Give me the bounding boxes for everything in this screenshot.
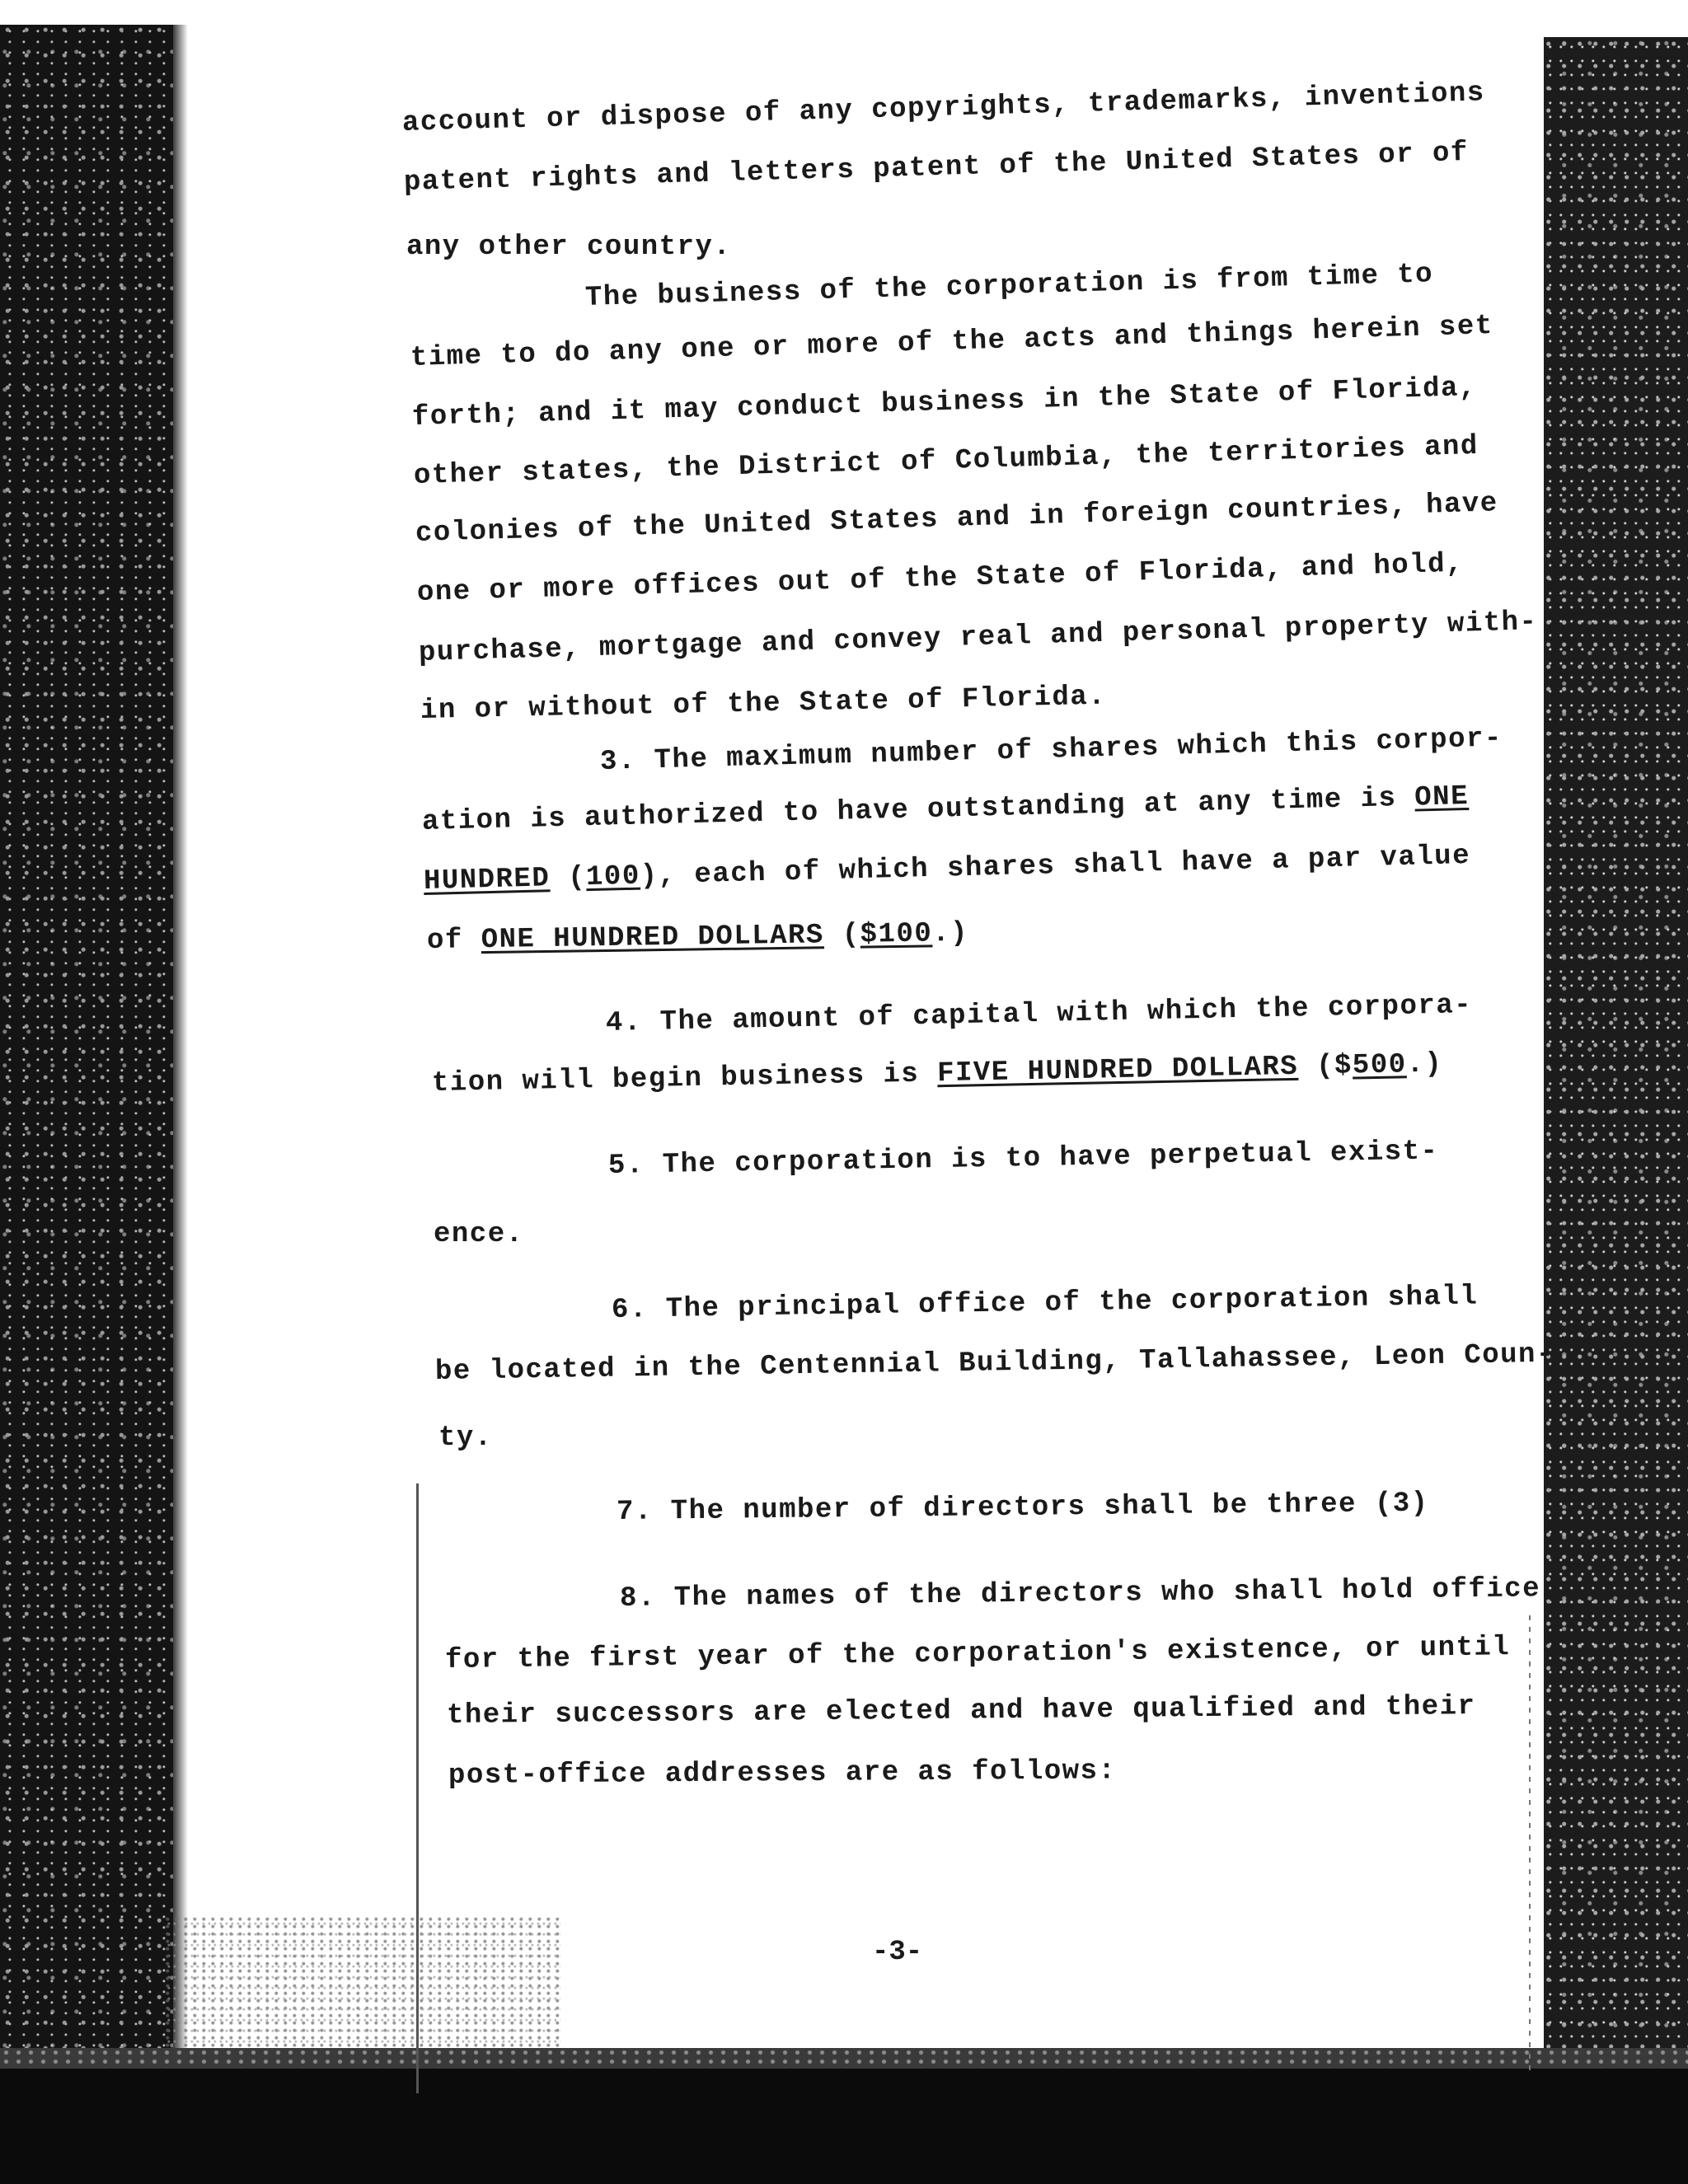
text-line: any other country.	[406, 232, 732, 263]
text-line: ty.	[438, 1422, 493, 1454]
text-line: colonies of the United States and in foreign countries, have	[415, 488, 1499, 550]
margin-rule-right	[1529, 1615, 1531, 2077]
text-line: one or more offices out of the State of Florida, and hold,	[416, 548, 1465, 609]
section-6-line: 6. The principal office of the corporation shall	[611, 1281, 1479, 1326]
text-line: tion will begin business is FIVE HUNDRED DOLLARS ($500.)	[431, 1048, 1443, 1099]
text-line: purchase, mortgage and convey real and personal property with-	[418, 607, 1539, 669]
text-line: forth; and it may conduct business in the State of Florida,	[411, 372, 1478, 434]
section-4-line: 4. The amount of capital with which the corpora-	[605, 989, 1473, 1039]
text-line: in or without of the State of Florida.	[420, 681, 1107, 727]
page-number: -3-	[872, 1937, 923, 1968]
section-5-line: 5. The corporation is to have perpetual exist-	[607, 1136, 1439, 1182]
scan-noise	[165, 1916, 560, 2048]
margin-rule-left	[416, 1483, 419, 2093]
text-line: HUNDRED (100), each of which shares shall have a par value	[423, 840, 1471, 898]
text-line: their successors are elected and have qualified and their	[446, 1691, 1476, 1732]
text-line: time to do any one or more of the acts and things herein set	[410, 311, 1494, 374]
section-7-line: 7. The number of directors shall be three (3)	[616, 1488, 1429, 1528]
text-line: for the first year of the corporation's existence, or until	[444, 1632, 1511, 1676]
scan-edge-bottom	[0, 2069, 1688, 2184]
section-8-line: 8. The names of the directors who shall hold office	[619, 1573, 1541, 1615]
text-line: ence.	[434, 1219, 524, 1250]
text-line: The business of the corporation is from time to	[584, 259, 1434, 314]
text-line: other states, the District of Columbia, the territories and	[413, 430, 1479, 492]
text-line: ation is authorized to have outstanding at any time is ONE	[421, 780, 1470, 838]
text-line: be located in the Centennial Building, Tallahassee, Leon Coun-	[434, 1338, 1555, 1388]
scan-edge-bottom-strip	[0, 2048, 1688, 2069]
scan-edge-right	[1544, 37, 1688, 2081]
text-line: account or dispose of any copyrights, trademarks, inventions	[401, 77, 1486, 139]
text-line: patent rights and letters patent of the United States or of	[403, 137, 1470, 199]
scan-edge-left	[0, 25, 173, 2085]
section-3-line: 3. The maximum number of shares which this corpor-	[599, 723, 1503, 778]
text-line: post-office addresses are as follows:	[448, 1755, 1117, 1792]
text-line: of ONE HUNDRED DOLLARS ($100.)	[426, 917, 969, 957]
